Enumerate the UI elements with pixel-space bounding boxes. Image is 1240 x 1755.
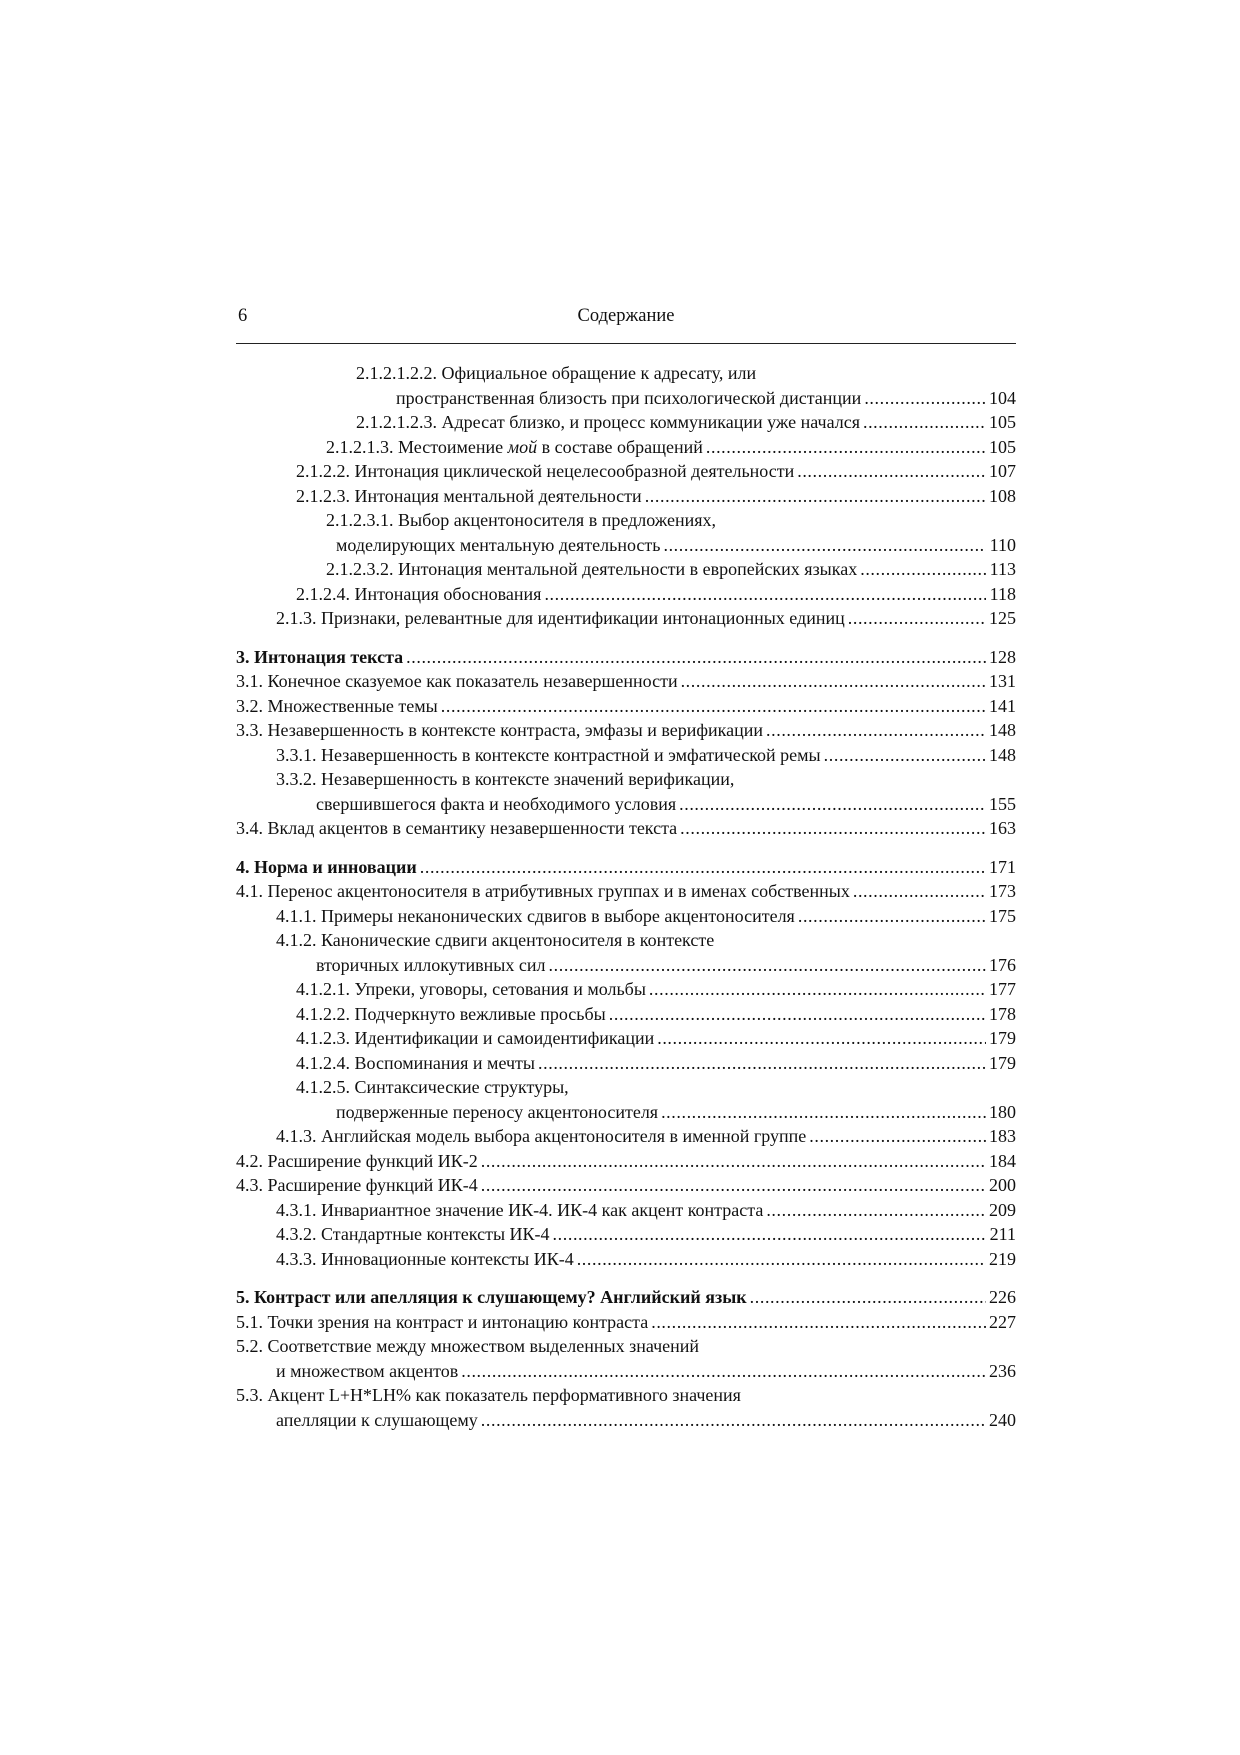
toc-page-number: 209 xyxy=(989,1199,1016,1220)
toc-page-number: 148 xyxy=(989,720,1016,740)
toc-chapter-4: 4. Норма и инновации ..... 171 xyxy=(236,855,1016,880)
toc-entry-2-1-2-1-2-3: 2.1.2.1.2.3. Адресат близко, и процесс коммуникации уже начался ..... 105 xyxy=(236,410,1016,435)
toc-entry-2-1-2-1-2-2: 2.1.2.1.2.2. Официальное обращение к адресату, или пространственная близость при психологической дистанции ..... 104 xyxy=(236,361,1016,410)
toc-entry-4-1-1: 4.1.1. Примеры неканонических сдвигов в выборе акцентоносителя ..... 175 xyxy=(236,904,1016,929)
toc-chapter-3: 3. Интонация текста ..... 128 xyxy=(236,645,1016,670)
toc-page-number: 107 xyxy=(989,461,1016,481)
toc-page-number: 110 xyxy=(989,534,1016,555)
toc-page-number: 131 xyxy=(989,671,1016,691)
toc-page-number: 141 xyxy=(989,695,1016,716)
toc-entry-5-3: 5.3. Акцент L+H*LH% как показатель перформативного значения апелляции к слушающему ..... 240 xyxy=(236,1383,1016,1432)
toc-page-number: 236 xyxy=(989,1360,1016,1381)
toc-page-number: 128 xyxy=(989,646,1016,667)
toc-page-number: 171 xyxy=(989,856,1016,877)
toc-entry-3-2: 3.2. Множественные темы ..... 141 xyxy=(236,694,1016,719)
toc-page-number: 105 xyxy=(989,436,1016,457)
header-rule xyxy=(236,343,1016,344)
toc-entry-4-1-3: 4.1.3. Английская модель выбора акцентоносителя в именной группе ..... 183 xyxy=(236,1124,1016,1149)
toc-page-number: 227 xyxy=(989,1311,1016,1332)
running-header xyxy=(236,306,1016,336)
toc-page-number: 148 xyxy=(989,744,1016,765)
toc-page-number: 173 xyxy=(989,881,1016,901)
toc-page-number: 176 xyxy=(989,954,1016,975)
toc-entry-4-1-2-1: 4.1.2.1. Упреки, уговоры, сетования и мольбы ..... 177 xyxy=(236,977,1016,1002)
toc-entry-2-1-2-3: 2.1.2.3. Интонация ментальной деятельности ..... 108 xyxy=(236,484,1016,509)
toc-page-number: 105 xyxy=(989,412,1016,432)
toc-entry-2-1-2-3-2: 2.1.2.3.2. Интонация ментальной деятельности в европейских языках ..... 113 xyxy=(236,557,1016,582)
toc-entry-5-2: 5.2. Соответствие между множеством выделенных значений и множеством акцентов ..... 236 xyxy=(236,1334,1016,1383)
toc-entry-4-1-2-3: 4.1.2.3. Идентификации и самоидентификации ..... 179 xyxy=(236,1026,1016,1051)
table-of-contents xyxy=(236,361,1016,1432)
toc-page-number: 155 xyxy=(989,793,1016,814)
toc-entry-4-3-3: 4.3.3. Инновационные контексты ИК-4 ..... 219 xyxy=(236,1247,1016,1272)
page-number: 6 xyxy=(238,306,248,326)
toc-page-number: 183 xyxy=(989,1126,1016,1146)
toc-entry-4-1: 4.1. Перенос акцентоносителя в атрибутивных группах и в именах собственных ..... 173 xyxy=(236,879,1016,904)
toc-entry-4-1-2: 4.1.2. Канонические сдвиги акцентоносителя в контексте вторичных иллокутивных сил ..... 176 xyxy=(236,928,1016,977)
toc-page-number: 108 xyxy=(989,485,1016,506)
toc-entry-3-3: 3.3. Незавершенность в контексте контраста, эмфазы и верификации ..... 148 xyxy=(236,718,1016,743)
toc-page-number: 175 xyxy=(989,905,1016,926)
toc-entry-4-3-2: 4.3.2. Стандартные контексты ИК-4 ..... 211 xyxy=(236,1222,1016,1247)
toc-page-number: 180 xyxy=(989,1101,1016,1122)
toc-page-number: 177 xyxy=(989,979,1016,999)
toc-page-number: 179 xyxy=(989,1052,1016,1073)
toc-entry-4-1-2-5: 4.1.2.5. Синтаксические структуры, подверженные переносу акцентоносителя ..... 180 xyxy=(236,1075,1016,1124)
toc-page-number: 125 xyxy=(989,608,1016,628)
toc-chapter-5: 5. Контраст или апелляция к слушающему? Английский язык ..... 226 xyxy=(236,1285,1016,1310)
toc-page-number: 184 xyxy=(989,1150,1016,1171)
toc-page-number: 113 xyxy=(989,559,1016,579)
toc-page-number: 178 xyxy=(989,1003,1016,1024)
toc-entry-4-3: 4.3. Расширение функций ИК-4 ..... 200 xyxy=(236,1173,1016,1198)
toc-entry-2-1-2-1-3: 2.1.2.1.3. Местоимение мой в составе обращений ..... 105 xyxy=(236,435,1016,460)
toc-page-number: 240 xyxy=(989,1409,1016,1430)
toc-page-number: 200 xyxy=(989,1175,1016,1195)
book-page xyxy=(236,306,1016,1432)
toc-page-number: 219 xyxy=(989,1248,1016,1269)
toc-page-number: 179 xyxy=(989,1028,1016,1048)
toc-entry-3-4: 3.4. Вклад акцентов в семантику незавершенности текста ..... 163 xyxy=(236,816,1016,841)
toc-entry-2-1-3: 2.1.3. Признаки, релевантные для идентификации интонационных единиц ..... 125 xyxy=(236,606,1016,631)
toc-entry-2-1-2-4: 2.1.2.4. Интонация обоснования ..... 118 xyxy=(236,582,1016,607)
toc-entry-4-2: 4.2. Расширение функций ИК-2 ..... 184 xyxy=(236,1149,1016,1174)
toc-entry-4-1-2-4: 4.1.2.4. Воспоминания и мечты ..... 179 xyxy=(236,1051,1016,1076)
toc-entry-3-3-1: 3.3.1. Незавершенность в контексте контрастной и эмфатической ремы ..... 148 xyxy=(236,743,1016,768)
toc-entry-4-3-1: 4.3.1. Инвариантное значение ИК-4. ИК-4 как акцент контраста ..... 209 xyxy=(236,1198,1016,1223)
italic-word: мой xyxy=(507,436,538,457)
toc-entry-2-1-2-3-1: 2.1.2.3.1. Выбор акцентоносителя в предложениях, моделирующих ментальную деятельность ..... 110 xyxy=(236,508,1016,557)
toc-entry-5-1: 5.1. Точки зрения на контраст и интонацию контраста ..... 227 xyxy=(236,1310,1016,1335)
toc-entry-3-3-2: 3.3.2. Незавершенность в контексте значений верификации, свершившегося факта и необходимого условия ..... 155 xyxy=(236,767,1016,816)
toc-page-number: 104 xyxy=(989,387,1016,408)
toc-entry-4-1-2-2: 4.1.2.2. Подчеркнуто вежливые просьбы ..... 178 xyxy=(236,1002,1016,1027)
toc-entry-3-1: 3.1. Конечное сказуемое как показатель незавершенности ..... 131 xyxy=(236,669,1016,694)
toc-page-number: 163 xyxy=(989,818,1016,838)
toc-page-number: 226 xyxy=(989,1287,1016,1307)
toc-entry-2-1-2-2: 2.1.2.2. Интонация циклической нецелесообразной деятельности ..... 107 xyxy=(236,459,1016,484)
running-title: Содержание xyxy=(577,306,675,326)
toc-page-number: 211 xyxy=(989,1224,1016,1244)
toc-page-number: 118 xyxy=(989,583,1016,604)
